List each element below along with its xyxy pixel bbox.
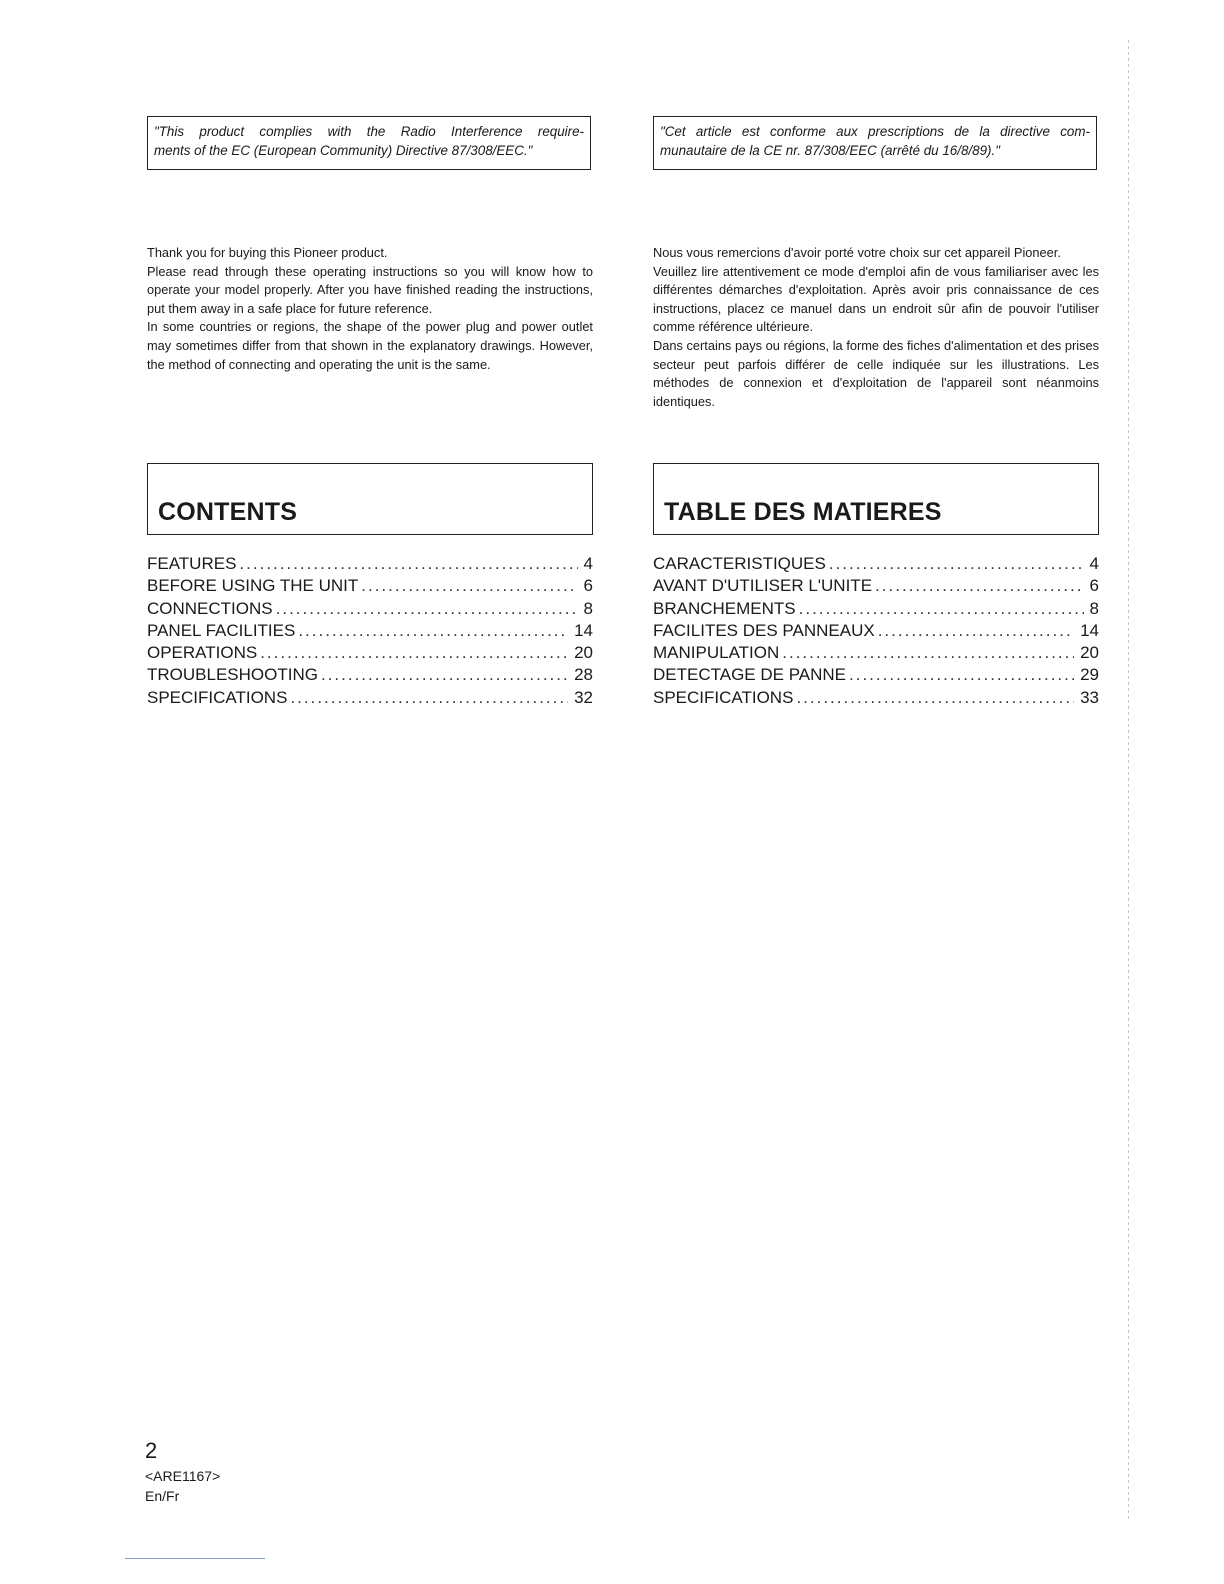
- toc-page: 6: [1089, 576, 1099, 596]
- notice-line: munautaire de la CE nr. 87/308/EEC (arrêté du 16/8/89).": [660, 143, 1000, 158]
- toc-entry[interactable]: [147, 621, 593, 643]
- toc-entry[interactable]: [653, 665, 1099, 687]
- toc-label: SPECIFICATIONS: [147, 687, 288, 707]
- toc-leader: [799, 599, 1084, 619]
- page-footer: [145, 1438, 220, 1506]
- scan-artifact-line: [125, 1558, 265, 1559]
- toc-page: 4: [1089, 554, 1099, 573]
- toc-leader: [276, 599, 578, 619]
- document-code: <ARE1167>: [145, 1468, 221, 1484]
- toc-page: 14: [574, 620, 593, 640]
- page-number: 2: [145, 1438, 158, 1463]
- toc-leader: [782, 643, 1074, 663]
- toc-entry[interactable]: [653, 688, 1099, 710]
- table-of-contents-en: [147, 554, 593, 710]
- toc-leader: [849, 665, 1074, 685]
- intro-paragraph: Veuillez lire attentivement ce mode d'emploi afin de vous familiariser avec les différentes démarches d'exploitation. Après avoir pris connaissance de ces instructions, placez ce manuel dans un endroit sûr afin de pouvoir l'utiliser comme référence ultérieure.: [653, 263, 1099, 335]
- notice-line: "This product complies with the Radio Interference require-: [154, 124, 584, 139]
- intro-paragraph: Please read through these operating instructions so you will know how to operate your model properly. After you have finished reading the instructions, put them away in a safe place for future reference.: [147, 263, 593, 316]
- toc-leader: [298, 621, 568, 641]
- toc-label: FACILITES DES PANNEAUX: [653, 620, 875, 640]
- toc-leader: [260, 643, 568, 663]
- toc-page: 14: [1080, 620, 1099, 640]
- toc-label: BEFORE USING THE UNIT: [147, 576, 359, 596]
- toc-leader: [361, 576, 577, 596]
- toc-label: FEATURES: [147, 554, 237, 573]
- toc-page: 8: [1089, 598, 1099, 618]
- toc-entry[interactable]: [147, 643, 593, 665]
- toc-entry[interactable]: [147, 554, 593, 576]
- toc-label: CONNECTIONS: [147, 598, 273, 618]
- toc-entry[interactable]: [653, 576, 1099, 598]
- notice-line: ments of the EC (European Community) Directive 87/308/EEC.": [154, 143, 533, 158]
- toc-entry[interactable]: [653, 621, 1099, 643]
- toc-page: 6: [583, 576, 593, 596]
- toc-page: 20: [1080, 643, 1099, 663]
- intro-paragraph: In some countries or regions, the shape of the power plug and power outlet may sometimes differ from that shown in the explanatory drawings. However, the method of connecting and operating the unit is the same.: [147, 319, 593, 372]
- toc-label: OPERATIONS: [147, 643, 258, 663]
- toc-label: PANEL FACILITIES: [147, 620, 296, 640]
- toc-entry[interactable]: [147, 599, 593, 621]
- table-des-matieres-heading-box: [653, 463, 1099, 535]
- intro-text-en: [147, 244, 593, 374]
- toc-page: 20: [574, 643, 593, 663]
- toc-leader: [796, 688, 1074, 708]
- ec-compliance-notice-en: [147, 116, 591, 170]
- toc-page: 28: [574, 665, 593, 685]
- table-of-contents-fr: [653, 554, 1099, 710]
- toc-entry[interactable]: [147, 576, 593, 598]
- toc-entry[interactable]: [653, 599, 1099, 621]
- toc-entry[interactable]: [147, 665, 593, 687]
- intro-paragraph: Dans certains pays ou régions, la forme des fiches d'alimentation et des prises secteur peut parfois différer de celle indiquée sur les illustrations. Les méthodes de connexion et d'exploitation de l'appareil sont néanmoins identiques.: [653, 337, 1099, 409]
- toc-leader: [875, 576, 1083, 596]
- toc-page: 8: [583, 598, 593, 618]
- toc-label: AVANT D'UTILISER L'UNITE: [653, 576, 873, 596]
- toc-label: BRANCHEMENTS: [653, 598, 796, 618]
- language-codes: En/Fr: [145, 1488, 180, 1504]
- notice-line: "Cet article est conforme aux prescriptions de la directive com-: [660, 124, 1090, 139]
- contents-title: TABLE DES MATIERES: [664, 498, 942, 526]
- toc-entry[interactable]: [653, 643, 1099, 665]
- toc-leader: [321, 665, 568, 685]
- contents-title: CONTENTS: [158, 498, 298, 526]
- toc-label: SPECIFICATIONS: [653, 687, 794, 707]
- contents-heading-box: [147, 463, 593, 535]
- ec-compliance-notice-fr: [653, 116, 1097, 170]
- toc-label: DETECTAGE DE PANNE: [653, 665, 847, 685]
- intro-text-fr: [653, 244, 1099, 411]
- toc-leader: [239, 554, 577, 574]
- scan-edge-line: [1128, 40, 1129, 1520]
- toc-entry[interactable]: [653, 554, 1099, 576]
- toc-leader: [290, 688, 568, 708]
- intro-paragraph: Nous vous remercions d'avoir porté votre choix sur cet appareil Pioneer.: [653, 245, 1061, 260]
- toc-page: 29: [1080, 665, 1099, 685]
- intro-paragraph: Thank you for buying this Pioneer product.: [147, 245, 388, 260]
- toc-label: MANIPULATION: [653, 643, 780, 663]
- toc-page: 4: [583, 554, 593, 573]
- toc-leader: [829, 554, 1084, 574]
- toc-page: 33: [1080, 687, 1099, 707]
- toc-entry[interactable]: [147, 688, 593, 710]
- toc-label: CARACTERISTIQUES: [653, 554, 826, 573]
- toc-leader: [878, 621, 1074, 641]
- toc-label: TROUBLESHOOTING: [147, 665, 318, 685]
- toc-page: 32: [574, 687, 593, 707]
